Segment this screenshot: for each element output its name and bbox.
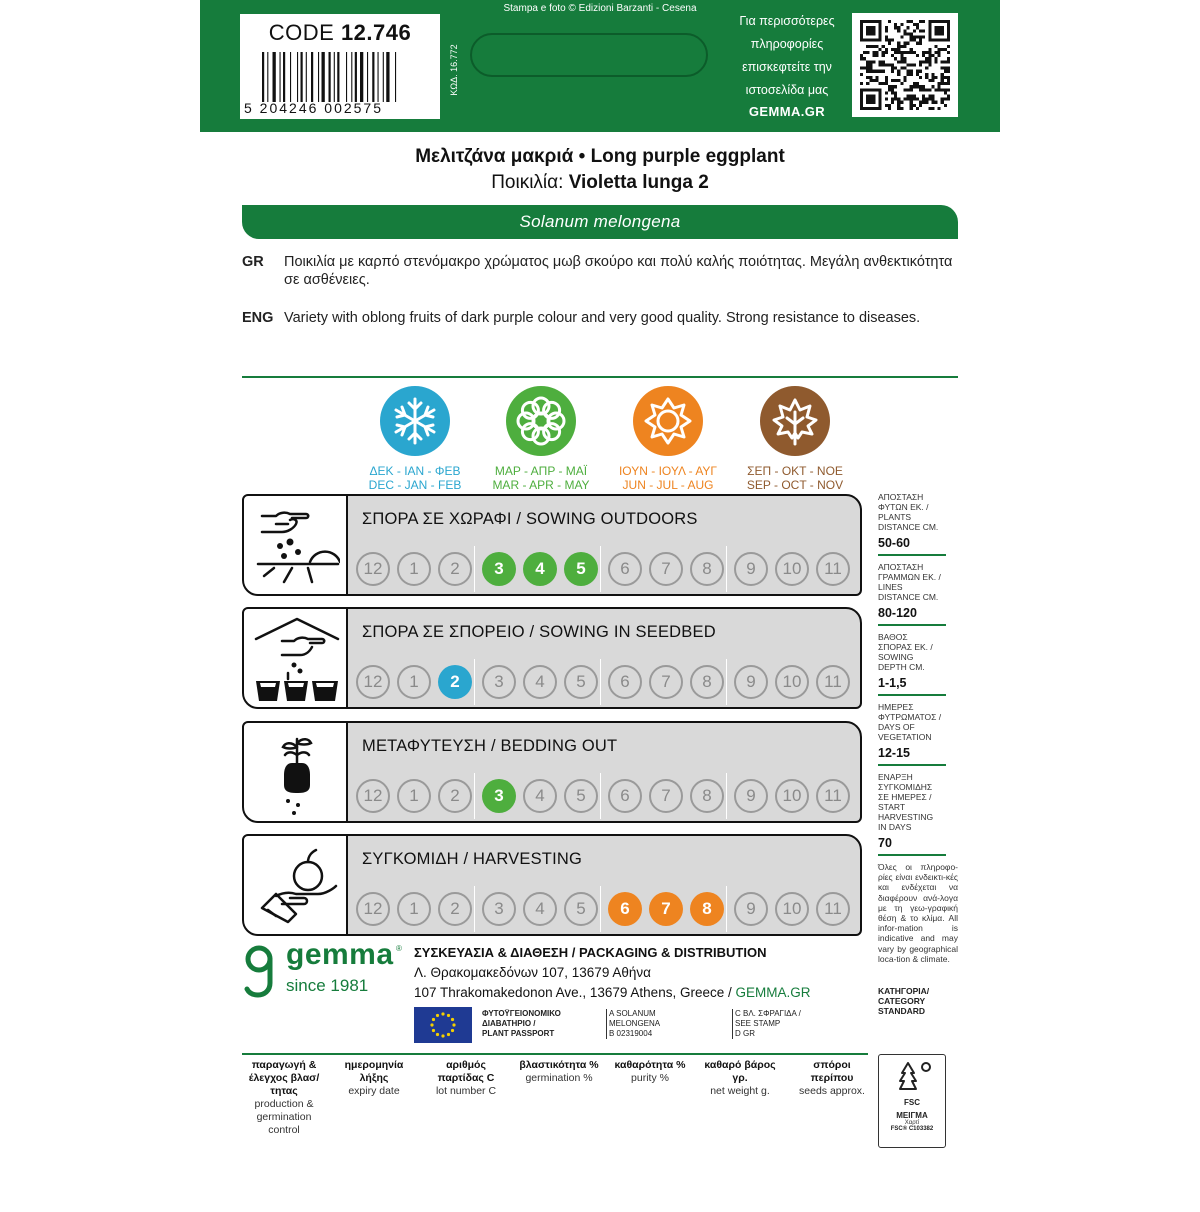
season-autumn	[735, 386, 855, 492]
passport-ab: A SOLANUM MELONGENA B 02319004	[606, 1009, 660, 1039]
field-purity: καθαρότητα % purity %	[614, 1059, 686, 1084]
month-2: 2	[438, 779, 472, 813]
flower-icon	[506, 386, 576, 456]
month-group-divider	[474, 659, 475, 705]
month-group-divider	[600, 773, 601, 819]
field-lot: αριθμός παρτίδας C lot number C	[435, 1059, 497, 1097]
divider	[878, 554, 946, 556]
activity-label: ΜΕΤΑΦΥΤΕΥΣΗ / BEDDING OUT	[362, 737, 618, 755]
spec-days-vegetation: ΗΜΕΡΕΣ ΦΥΤΡΩΜΑΤΟΣ / DAYS OF VEGETATION 12-15	[878, 702, 958, 760]
passport-cd: C ΒΛ. ΣΦΡΑΓΙΔΑ / SEE STAMP D GR	[732, 1009, 801, 1039]
product-title: Μελιτζάνα μακριά • Long purple eggplant	[415, 146, 785, 167]
iconbox	[242, 721, 348, 823]
month-group-divider	[474, 886, 475, 932]
row-harvesting	[242, 834, 862, 936]
month-6: 6	[608, 665, 642, 699]
description-gr	[242, 253, 958, 289]
plant-passport	[414, 1007, 814, 1043]
month-3: 3	[482, 665, 516, 699]
fsc-label: ΜΕΙΓΜΑ	[896, 1111, 928, 1120]
month-7: 7	[649, 665, 683, 699]
row-bedding-out	[242, 721, 862, 823]
month-10: 10	[775, 779, 809, 813]
row-sowing-seedbed	[242, 607, 862, 709]
month-10: 10	[775, 665, 809, 699]
month-9: 9	[734, 779, 768, 813]
spec-value: 70	[878, 836, 892, 850]
address-gr: Λ. Θρακομακεδόνων 107, 13679 Αθήνα	[414, 965, 651, 980]
sowing-seedbed-icon	[254, 615, 340, 703]
qr-code-icon	[860, 20, 950, 110]
month-group-divider	[600, 886, 601, 932]
month-8: 8	[690, 779, 724, 813]
lang-tag-gr: GR	[242, 254, 264, 270]
month-group-divider	[600, 659, 601, 705]
fsc-badge	[878, 1054, 946, 1148]
month-group-divider	[474, 546, 475, 592]
spec-sowing-depth: ΒΑΘΟΣ ΣΠΟΡΑΣ ΕΚ. / SOWING DEPTH CM. 1-1,5	[878, 632, 958, 690]
month-group-divider	[726, 773, 727, 819]
spec-value: 1-1,5	[878, 676, 907, 690]
field-germination: βλαστικότητα % germination %	[519, 1059, 599, 1084]
month-5: 5	[564, 892, 598, 926]
month-8: 8	[690, 552, 724, 586]
month-bar	[346, 721, 862, 823]
month-group-divider	[726, 659, 727, 705]
sun-icon	[633, 386, 703, 456]
address-en: 107 Thrakomakedonon Ave., 13679 Athens, Greece / GEMMA.GR	[414, 985, 811, 1000]
brand-name: gemma	[286, 938, 394, 971]
month-2: 2	[438, 892, 472, 926]
activity-label: ΣΠΟΡΑ ΣΕ ΣΠΟΡΕΙΟ / SOWING IN SEEDBED	[362, 623, 716, 641]
season-spring	[481, 386, 601, 492]
month-bar	[346, 607, 862, 709]
row-sowing-outdoors	[242, 494, 862, 596]
description-en-text: Variety with oblong fruits of dark purple colour and very good quality. Strong resistance to diseases.	[284, 310, 921, 326]
season-en-label: JUN - JUL - AUG	[622, 478, 714, 492]
month-9: 9	[734, 892, 768, 926]
month-12: 12	[356, 779, 390, 813]
barcode	[262, 52, 432, 102]
season-en-label: MAR - APR - MAY	[492, 478, 590, 492]
spec-value: 50-60	[878, 536, 910, 550]
spec-value: 12-15	[878, 746, 910, 760]
month-5: 5	[564, 552, 598, 586]
season-gr-label: ΔΕΚ - ΙΑΝ - ΦΕΒ	[369, 464, 461, 478]
season-winter	[355, 386, 475, 492]
description-en	[242, 309, 958, 327]
month-7: 7	[649, 552, 683, 586]
spec-line-distance: ΑΠΟΣΤΑΣΗ ΓΡΑΜΜΩΝ ΕΚ. / LINES DISTANCE CM. 80-120	[878, 562, 958, 620]
month-5: 5	[564, 665, 598, 699]
hanger-slot	[470, 33, 708, 77]
month-12: 12	[356, 892, 390, 926]
month-10: 10	[775, 892, 809, 926]
passport-title: ΦΥΤΟΫΓΕΙΟΝΟΜΙΚΟ ΔΙΑΒΑΤΗΡΙΟ / PLANT PASSPORT	[482, 1009, 561, 1038]
month-9: 9	[734, 665, 768, 699]
divider	[878, 694, 946, 696]
qr-code[interactable]	[852, 13, 958, 117]
month-11: 11	[816, 665, 850, 699]
month-12: 12	[356, 665, 390, 699]
season-summer	[608, 386, 728, 492]
month-1: 1	[397, 552, 431, 586]
divider	[242, 1053, 868, 1055]
month-11: 11	[816, 552, 850, 586]
month-6: 6	[608, 552, 642, 586]
spec-start-harvesting: ΕΝΑΡΞΗ ΣΥΓΚΟΜΙΔΗΣ ΣΕ ΗΜΕΡΕΣ / START HARVESTING IN DAYS 70	[878, 772, 958, 850]
month-2: 2	[438, 552, 472, 586]
month-group-divider	[600, 546, 601, 592]
spec-value: 80-120	[878, 606, 917, 620]
field-expiry: ημερομηνία λήξης expiry date	[344, 1059, 404, 1097]
info-text: Για περισσότερες πληροφορίες επισκεφτείτε την ιστοσελίδα μας	[739, 14, 835, 97]
category: ΚΑΤΗΓΟΡΙΑ/ CATEGORY STANDARD	[878, 986, 930, 1016]
month-8: 8	[690, 665, 724, 699]
spec-plant-distance: ΑΠΟΣΤΑΣΗ ΦΥΤΩΝ ΕΚ. / PLANTS DISTANCE CM. 50-60	[878, 492, 958, 550]
kod-number: ΚΩΔ. 16.772	[449, 44, 459, 96]
month-1: 1	[397, 779, 431, 813]
month-1: 1	[397, 892, 431, 926]
website-link[interactable]: GEMMA.GR	[748, 104, 826, 119]
print-credit: Stampa e foto © Edizioni Barzanti - Cesena	[503, 3, 697, 14]
ean-number: 5 204246 002575	[244, 100, 383, 116]
description-gr-text: Ποικιλία με καρπό στενόμακρο χρώματος μωβ σκούρο και πολύ καλής ποιότητας. Μεγάλη ανθεκτικότητα σε ασθένειες.	[284, 254, 953, 288]
month-5: 5	[564, 779, 598, 813]
month-11: 11	[816, 779, 850, 813]
month-6: 6	[608, 892, 642, 926]
registered-mark: ®	[396, 944, 402, 953]
snowflake-icon	[380, 386, 450, 456]
month-9: 9	[734, 552, 768, 586]
month-3: 3	[482, 552, 516, 586]
field-net-weight: καθαρό βάρος γρ. net weight g.	[704, 1059, 776, 1097]
month-group-divider	[726, 886, 727, 932]
latin-name: Solanum melongena	[242, 205, 958, 239]
lang-tag-en: ENG	[242, 310, 274, 326]
month-7: 7	[649, 779, 683, 813]
iconbox	[242, 607, 348, 709]
leaf-icon	[760, 386, 830, 456]
month-group-divider	[474, 773, 475, 819]
field-production: παραγωγή & έλεγχος βλασ/τητας production & germination control	[248, 1059, 320, 1136]
month-bar	[346, 834, 862, 936]
field-seeds: σπόροι περίπου seeds approx.	[799, 1059, 865, 1097]
product-code-box	[240, 14, 440, 119]
bedding-out-icon	[254, 729, 340, 817]
divider	[242, 376, 958, 378]
activity-label: ΣΥΓΚΟΜΙΔΗ / HARVESTING	[362, 850, 583, 868]
month-4: 4	[523, 779, 557, 813]
fsc-license: FSC® C103382	[890, 1126, 934, 1132]
brand-since: since 1981	[286, 976, 369, 995]
harvesting-icon	[254, 842, 340, 930]
month-3: 3	[482, 779, 516, 813]
variety-line: Ποικιλία: Violetta lunga 2	[491, 172, 709, 193]
month-10: 10	[775, 552, 809, 586]
season-gr-label: ΙΟΥΝ - ΙΟΥΛ - ΑΥΓ	[618, 464, 718, 478]
iconbox	[242, 494, 348, 596]
month-4: 4	[523, 665, 557, 699]
month-4: 4	[523, 892, 557, 926]
eu-flag-icon	[414, 1007, 472, 1043]
packaging-link[interactable]: GEMMA.GR	[735, 985, 811, 1000]
fsc-tree-icon	[892, 1059, 932, 1093]
month-2: 2	[438, 665, 472, 699]
divider	[878, 854, 946, 856]
disclaimer-note: Όλες οι πληροφο-ρίες είναι ενδεικτι-κές και ενδέχεται να διαφέρουν ανά-λογα με τη γεω-γραφική θέση & το κλίμα. All infor-mation is indicative and may vary by geographical loca-tion & climate.	[878, 862, 958, 964]
season-gr-label: ΜΑΡ - ΑΠΡ - ΜΑΪ	[494, 464, 588, 478]
divider	[878, 624, 946, 626]
month-11: 11	[816, 892, 850, 926]
month-12: 12	[356, 552, 390, 586]
month-group-divider	[726, 546, 727, 592]
month-bar	[346, 494, 862, 596]
month-4: 4	[523, 552, 557, 586]
season-en-label: SEP - OCT - NOV	[746, 478, 844, 492]
fsc-brand: FSC	[904, 1098, 920, 1107]
iconbox	[242, 834, 348, 936]
month-3: 3	[482, 892, 516, 926]
month-1: 1	[397, 665, 431, 699]
gemma-logo-icon	[242, 944, 276, 1002]
packaging-title: ΣΥΣΚΕΥΑΣΙΑ & ΔΙΑΘΕΣΗ / PACKAGING & DISTRIBUTION	[414, 945, 767, 960]
sowing-outdoors-icon	[254, 502, 340, 590]
season-en-label: DEC - JAN - FEB	[368, 478, 462, 492]
month-8: 8	[690, 892, 724, 926]
activity-label: ΣΠΟΡΑ ΣΕ ΧΩΡΑΦΙ / SOWING OUTDOORS	[362, 510, 698, 528]
product-code: CODE 12.746	[268, 20, 412, 45]
month-7: 7	[649, 892, 683, 926]
fsc-sub: Χαρτί	[904, 1120, 920, 1126]
divider	[878, 764, 946, 766]
season-gr-label: ΣΕΠ - ΟΚΤ - ΝΟΕ	[747, 464, 843, 478]
month-6: 6	[608, 779, 642, 813]
